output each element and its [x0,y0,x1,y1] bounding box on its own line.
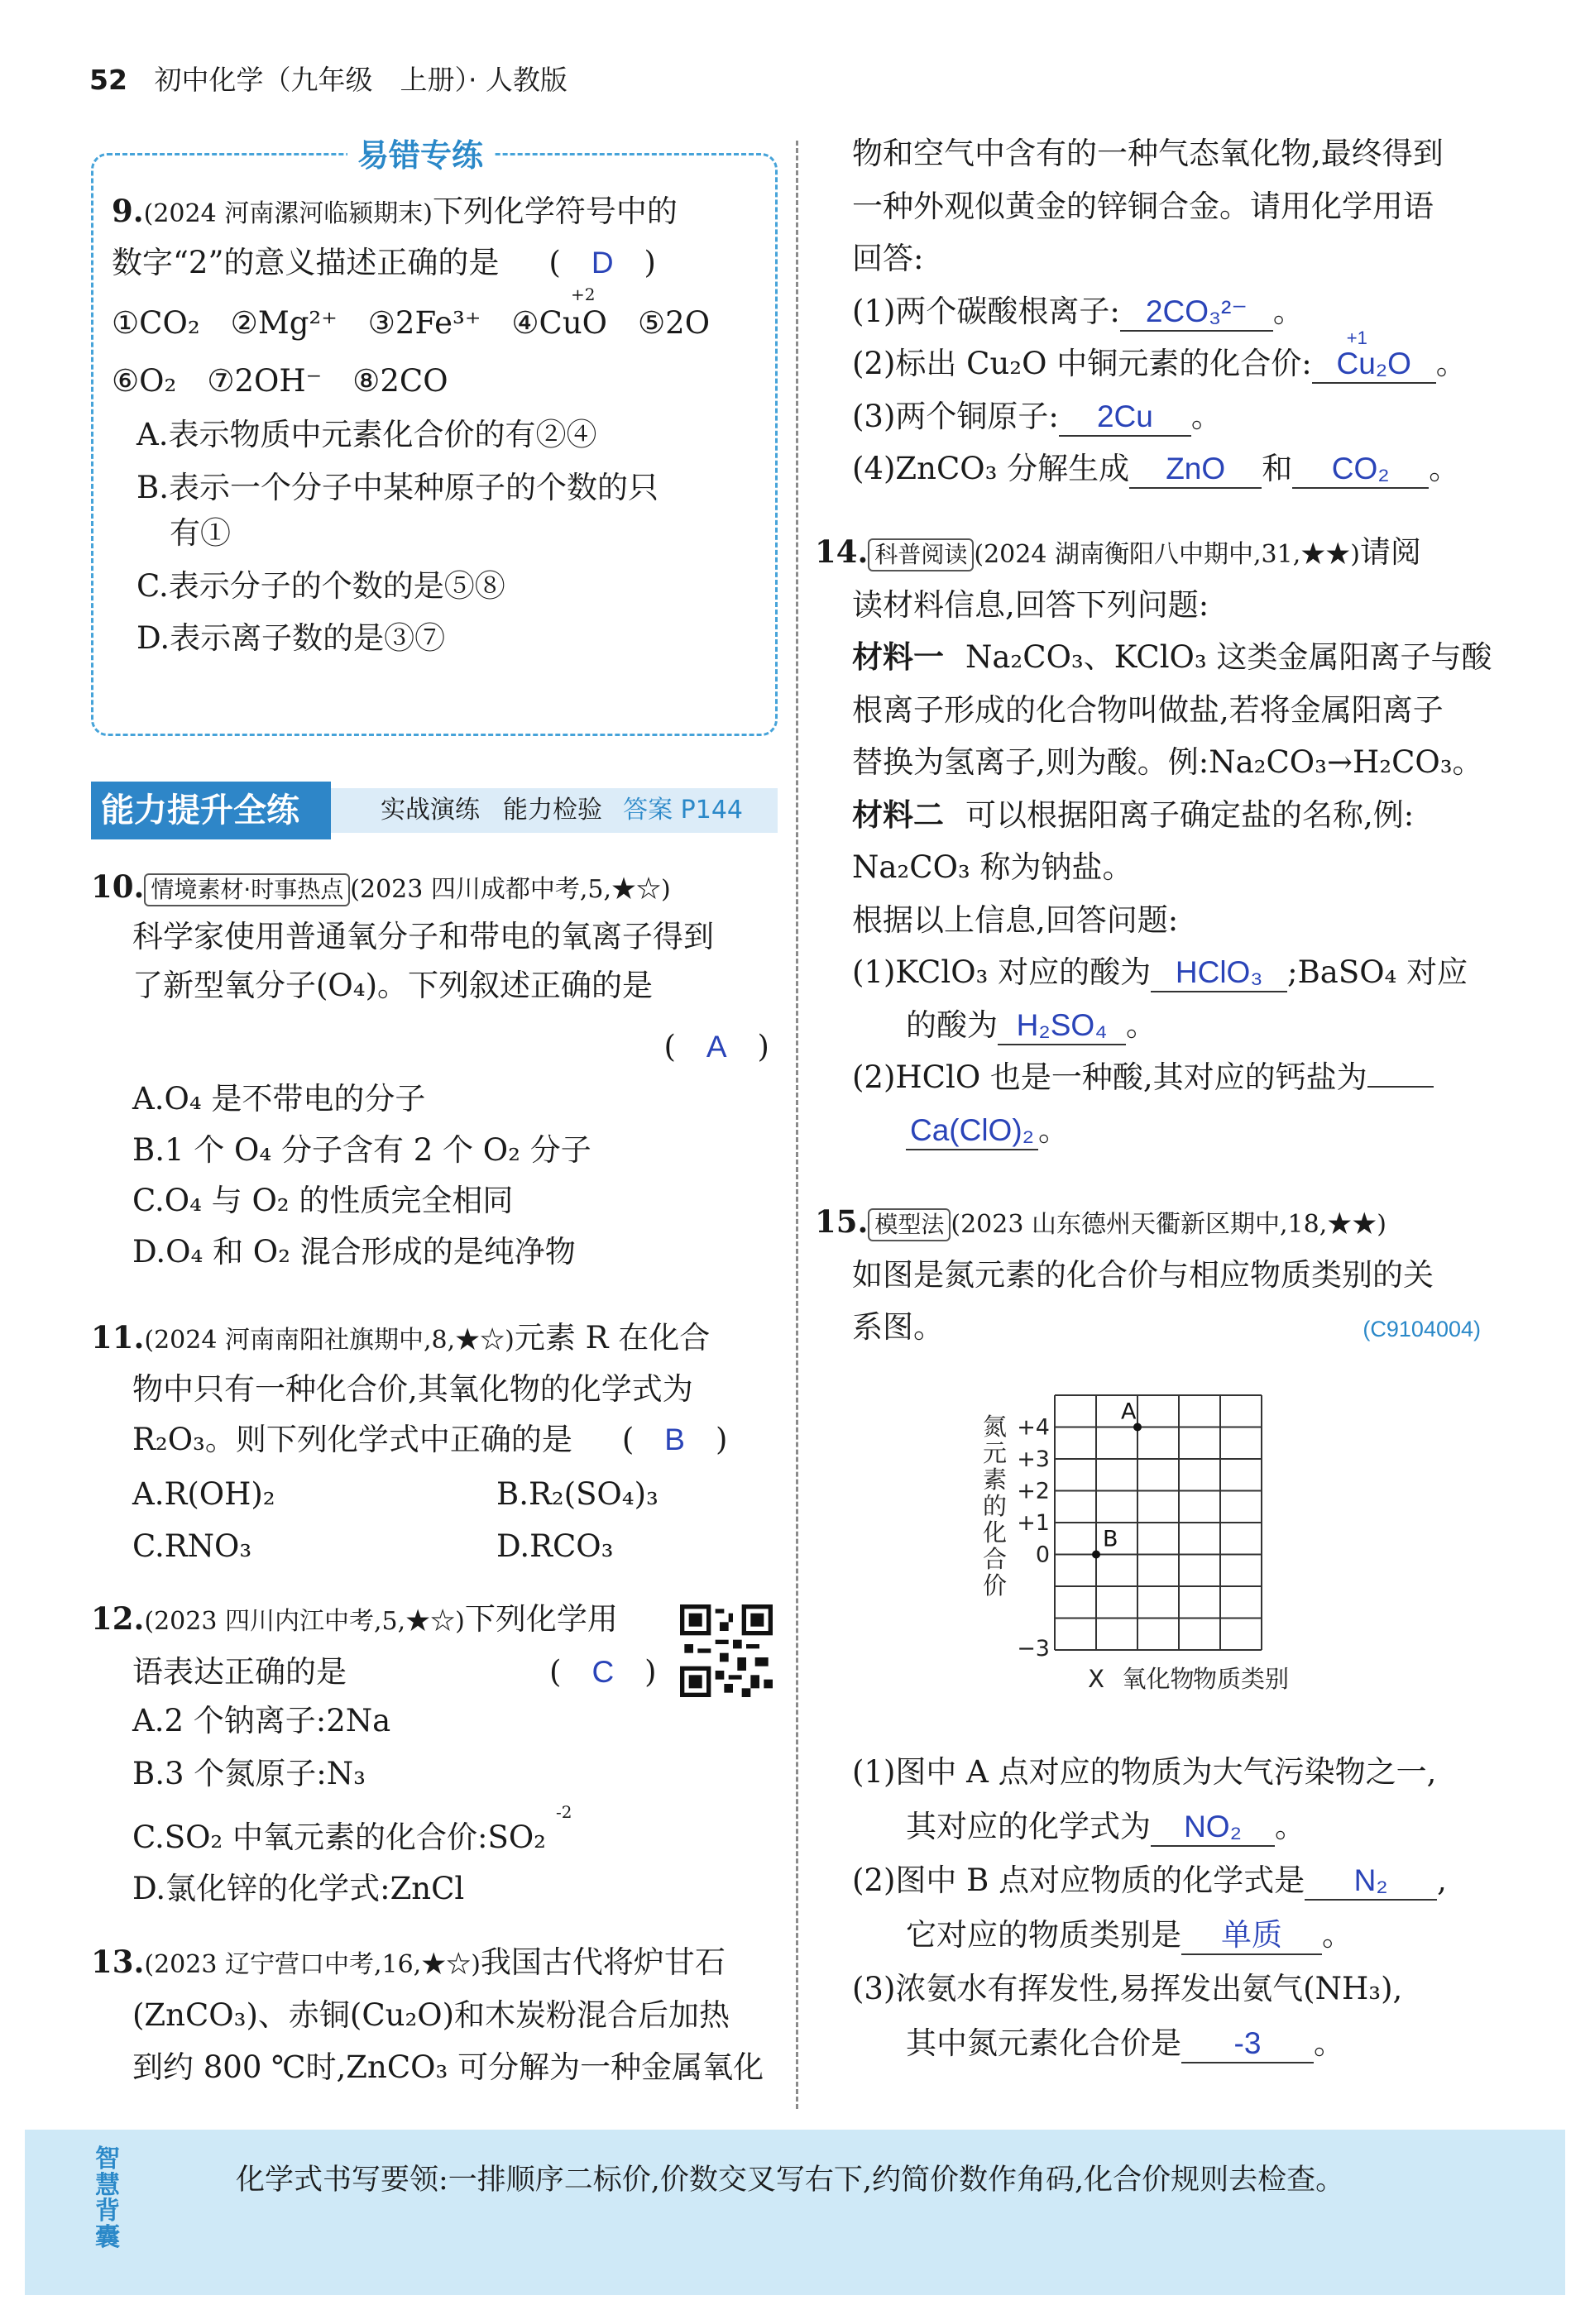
q10-option-c: C.O₄ 与 O₂ 的性质完全相同 [132,1183,514,1218]
q14-prompt-1c: 的酸为 [906,1007,998,1043]
section-banner [91,782,778,839]
y-axis-label-char: 的 [983,1492,1008,1520]
q14-prompt-2: (2)HClO 也是一种酸,其对应的钙盐为 [852,1059,1367,1095]
q11-stem-2: 物中只有一种化合价,其氧化物的化学式为 [132,1370,693,1407]
q14-material-2-line-2: Na₂CO₃ 称为钠盐。 [852,849,1133,885]
q9-stem-1: 下列化学符号中的 [432,194,678,229]
question-13-part-1 [91,1939,778,2091]
q15-source: (2023 山东德州天衢新区期中,18,★★) [951,1210,1386,1239]
q12-option-d: D.氯化锌的化学式:ZnCl [132,1870,465,1906]
q15-number: 15. [815,1203,869,1240]
q10-number: 10. [91,868,145,905]
point-label-b: B [1103,1526,1118,1552]
page-number: 52 [89,64,127,96]
question-15 [815,1199,1501,1351]
q10-stem-1: 科学家使用普通氧分子和带电的氧离子得到 [132,918,714,954]
question-15-answers: (1)图中 A 点对应的物质为大气污染物之一, 其对应的化学式为 NO₂ 。 (2)图中 B 点对应物质的化学式是 N₂ , 它对应的物质类别是 单质 。 (3)浓氨水有挥发性,易挥发出氨气(NH₃), 其中氮元素化合价是 -3 。 [852,1749,1506,2066]
q9-symbols-2: ⑥O₂ ⑦2OH⁻ ⑧2CO [112,362,448,399]
q9-option-a: A.表示物质中元素化合价的有②④ [136,417,597,452]
q10-answer: A [706,1029,727,1064]
q13-answer-1: 2CO₃²⁻ [1145,294,1248,328]
q13-answer-4b: CO₂ [1331,452,1390,485]
q9-number: 9. [112,193,144,229]
q12-source: (2023 四川内江中考,5,★☆) [144,1607,465,1636]
q13-prompt-4: (4)ZnCO₃ 分解生成 [852,451,1130,486]
q12-number: 12. [91,1600,145,1637]
q15-stem-2: 系图。 [852,1309,944,1345]
q12-option-b: B.3 个氮原子:N₃ [132,1755,366,1791]
q11-stem-1: 元素 R 在化合 [514,1320,711,1356]
q14-tag: 科普阅读 [868,538,974,571]
q9-source: (2024 河南漯河临颍期末) [143,199,433,228]
y-axis-label-char: 化 [983,1518,1008,1547]
q11-stem-3: R₂O₃。则下列化学式中正确的是 [132,1422,572,1457]
y-tick-label: −3 [1017,1636,1050,1662]
q11-option-b: B.R₂(SO₄)₃ [496,1475,659,1512]
q14-material-1-line-1: Na₂CO₃、KClO₃ 这类金属阳离子与酸 [965,639,1492,675]
q15-stem-1: 如图是氮元素的化合价与相应物质类别的关 [852,1256,1434,1293]
q11-option-a: A.R(OH)₂ [132,1475,275,1512]
y-tick-label: +2 [1017,1478,1050,1504]
section-sub-1: 实战演练 [381,796,480,825]
y-tick-label: +4 [1017,1414,1050,1441]
q15-code: (C9104004) [1363,1317,1481,1341]
book-title: 初中化学（九年级 上册）· 人教版 [154,64,568,96]
q13-answer-4a: ZnO [1166,452,1226,485]
q12-answer: C [591,1654,615,1689]
q11-answer: B [664,1423,685,1456]
q9-symbols-1: ①CO₂ ②Mg²⁺ ③2Fe³⁺ ④CuO ⑤2O [112,305,711,341]
question-10: 10. 情境素材·时事热点 (2023 四川成都中考,5,★☆) 科学家使用普通氧分子和带电的氧离子得到 了新型氧分子(O₄)。下列叙述正确的是 ( A ) A.O₄ 是不带电的分子 B.1 个 O₄ 分子含有 2 个 O₂ 分子 C.O₄ 与 O₂ 的性质完全相同 D.O₄ 和 O₂ 混合形成的是纯净物 [91,864,778,1274]
y-axis-label-char: 价 [983,1571,1008,1600]
q12-option-c: C.SO₂ 中氧元素的化合价:SO₂ [132,1820,547,1855]
q15-tag: 模型法 [868,1208,951,1241]
q10-option-b: B.1 个 O₄ 分子含有 2 个 O₂ 分子 [132,1131,591,1168]
q13-line-6: 回答: [852,241,924,276]
q13-prompt-2: (2)标出 Cu₂O 中铜元素的化合价: [852,346,1312,381]
q14-material-2-line-1: 可以根据阳离子确定盐的名称,例: [965,796,1415,833]
q10-stem-2: 了新型氧分子(O₄)。下列叙述正确的是 [132,968,654,1003]
q13-line-5: 一种外观似黄金的锌铜合金。请用化学用语 [852,188,1434,224]
q9-stem-2: 数字“2”的意义描述正确的是 [112,244,500,280]
question-11: 11.(2024 河南南阳社旗期中,8,★☆)元素 R 在化合 物中只有一种化合价,其氧化物的化学式为 R₂O₃。则下列化学式中正确的是 ( B ) A.R(OH)₂ B.R₂(SO₄)₃ C.RNO₃ D.RCO₃ [91,1315,778,1570]
y-axis-label-char: 素 [983,1466,1008,1494]
q13-prompt-3: (3)两个铜原子: [852,398,1059,434]
q14-prompt-1a: (1)KClO₃ 对应的酸为 [852,954,1152,990]
question-9: 9.(2024 河南漯河临颍期末)下列化学符号中的 数字“2”的意义描述正确的是 ( D ) ①CO₂ ②Mg²⁺ ③2Fe³⁺ ④CuO ⑤2O +2 ⑥O₂ ⑦2OH⁻ ⑧2CO A.表示物质中元素化合价的有②④ B.表示一个分子中某种原子的个数的只 有① C.表示分子的个数的是⑤⑧ D.表示离子数的是③⑦ [112,189,773,662]
question-13-part-2: 物和空气中含有的一种气态氧化物,最终得到 一种外观似黄金的锌铜合金。请用化学用语 回答: (1)两个碳酸根离子: 2CO₃²⁻ 。 (2)标出 Cu₂O 中铜元素的化合价: +1 Cu₂O 。 (3)两个铜原子: 2Cu 。 (4)ZnCO₃ 分解生成 ZnO 和 CO₂ 。 [852,131,1497,492]
valence-chart [976,1385,1340,1700]
q14-source: (2024 湖南衡阳八中期中,31,★★) [974,540,1360,569]
q11-option-c: C.RNO₃ [132,1528,252,1564]
q12-stem-2: 语表达正确的是 [132,1653,347,1690]
q13-line-4: 物和空气中含有的一种气态氧化物,最终得到 [852,136,1444,171]
y-tick-label: 0 [1035,1542,1050,1568]
q14-stem-2: 读材料信息,回答下列问题: [852,586,1209,623]
q9-option-c: C.表示分子的个数的是⑤⑧ [136,567,505,604]
q13-number: 13. [91,1944,145,1980]
q15-prompt-3a: (3)浓氨水有挥发性,易挥发出氨气(NH₃), [852,1971,1403,2006]
y-tick-label: +1 [1017,1510,1050,1536]
q13-answer-2-charge: +1 [1346,328,1367,348]
q13-answer-3: 2Cu [1096,399,1153,433]
q11-number: 11. [91,1319,145,1356]
q14-answer-1a: HClO₃ [1175,955,1263,989]
q15-prompt-3b: 其中氮元素化合价是 [906,2025,1181,2061]
q9-option-b2: 有① [170,515,231,551]
x-tick-label: 氧化物 [1122,1665,1195,1693]
q14-answer-2: Ca(ClO)₂ [909,1112,1035,1147]
q10-source: (2023 四川成都中考,5,★☆) [350,875,671,904]
q11-option-d: D.RCO₃ [496,1528,614,1564]
point-label-a: A [1121,1399,1137,1425]
q15-answer-2: N₂ [1353,1863,1388,1897]
q13-prompt-4b: 和 [1262,451,1293,486]
q9-option-d: D.表示离子数的是③⑦ [136,620,446,656]
column-divider [796,141,798,2109]
q12-option-a: A.2 个钠离子:2Na [132,1703,391,1738]
page-header [89,60,568,101]
q9-option-b1: B.表示一个分子中某种原子的个数的只 [136,469,659,505]
q15-answer-2b: 单质 [1221,1917,1282,1952]
q14-material-2-label: 材料二 [852,796,944,833]
q15-prompt-1b: 其对应的化学式为 [906,1808,1151,1844]
q14-stem-1: 请阅 [1359,534,1421,570]
q14-answer-1b: H₂SO₄ [1016,1007,1108,1042]
section-sub-2: 能力检验 [503,796,602,825]
q15-prompt-2a: (2)图中 B 点对应物质的化学式是 [852,1863,1305,1898]
footer-side-label: 智慧背囊 [95,2145,120,2252]
answer-reference: 答案 P144 [623,796,743,825]
tip-footer [25,2130,1565,2295]
q13-line-3: 到约 800 ℃时,ZnCO₃ 可分解为一种金属氧化 [132,2049,764,2085]
q13-answer-2: Cu₂O [1336,347,1411,380]
point-b [1092,1551,1100,1559]
q14-material-1-line-2: 根离子形成的化合物叫做盐,若将金属阳离子 [852,691,1444,728]
q10-option-a: A.O₄ 是不带电的分子 [132,1081,426,1117]
q15-answer-1: NO₂ [1184,1809,1242,1843]
q13-line-1: 我国古代将炉甘石 [480,1944,726,1980]
y-axis-label-char: 元 [983,1439,1008,1467]
question-12: 12.(2023 四川内江中考,5,★☆)下列化学用 语表达正确的是 ( C ) A.2 个钠离子:2Na B.3 个氮原子:N₃ C.SO₂ 中氧元素的化合价:SO₂ -2 D.氯化锌的化学式:ZnCl [91,1596,778,1911]
q14-prompt-1b: ;BaSO₄ 对应 [1287,954,1468,990]
q13-line-2: (ZnCO₃)、赤铜(Cu₂O)和木炭粉混合后加热 [132,1996,730,2033]
q14-material-1-label: 材料一 [852,638,944,675]
qr-code[interactable] [680,1604,773,1697]
q10-tag: 情境素材·时事热点 [144,873,350,906]
y-axis-label-char: 氮 [983,1413,1008,1441]
y-axis-label-char: 合 [983,1545,1008,1573]
y-tick-label: +3 [1017,1447,1050,1472]
q15-prompt-1a: (1)图中 A 点对应的物质为大气污染物之一, [852,1754,1437,1790]
q9-answer: D [591,245,614,280]
section-label: 能力提升全练 [91,782,331,839]
x-tick-label: 物质类别 [1192,1665,1290,1693]
q13-prompt-1: (1)两个碳酸根离子: [852,293,1120,329]
q9-cuo-charge: +2 [571,285,596,304]
q12-stem-1: 下列化学用 [464,1601,618,1637]
q14-material-1-line-3: 替换为氢离子,则为酸。例:Na₂CO₃→H₂CO₃。 [852,744,1483,780]
error-practice-title: 易错专练 [347,132,493,179]
q15-answer-3: -3 [1233,2025,1262,2060]
x-tick-label: X [1088,1665,1104,1693]
q13-source: (2023 辽宁营口中考,16,★☆) [144,1950,481,1979]
valence-chart-svg [976,1385,1340,1700]
q12-c-charge: -2 [556,1802,572,1822]
q14-number: 14. [815,533,869,570]
question-14: 14. 科普阅读 (2024 湖南衡阳八中期中,31,★★)请阅 读材料信息,回答下列问题: 材料一 Na₂CO₃、KClO₃ 这类金属阳离子与酸 根离子形成的化合物叫做盐,若将金属阳离子 替换为氢离子,则为酸。例:Na₂CO₃→H₂CO₃。 材料二 可以根据阳离子确定盐的名称,例: Na₂CO₃ 称为钠盐。 根据以上信息,回答问题: (1)KClO₃ 对应的酸为 HClO₃ ;BaSO₄ 对应 的酸为 H₂SO₄ 。 (2)HClO 也是一种酸,其对应的钙盐为 Ca(ClO)₂ 。 [815,529,1501,1153]
q10-option-d: D.O₄ 和 O₂ 混合形成的是纯净物 [132,1233,576,1270]
q15-prompt-2b: 它对应的物质类别是 [906,1916,1181,1953]
footer-tip: 化学式书写要领:一排顺序二标价,价数交叉写右下,约简价数作角码,化合价规则去检查。 [236,2164,1345,2197]
q11-source: (2024 河南南阳社旗期中,8,★☆) [144,1326,515,1355]
q14-lead: 根据以上信息,回答问题: [852,901,1179,938]
